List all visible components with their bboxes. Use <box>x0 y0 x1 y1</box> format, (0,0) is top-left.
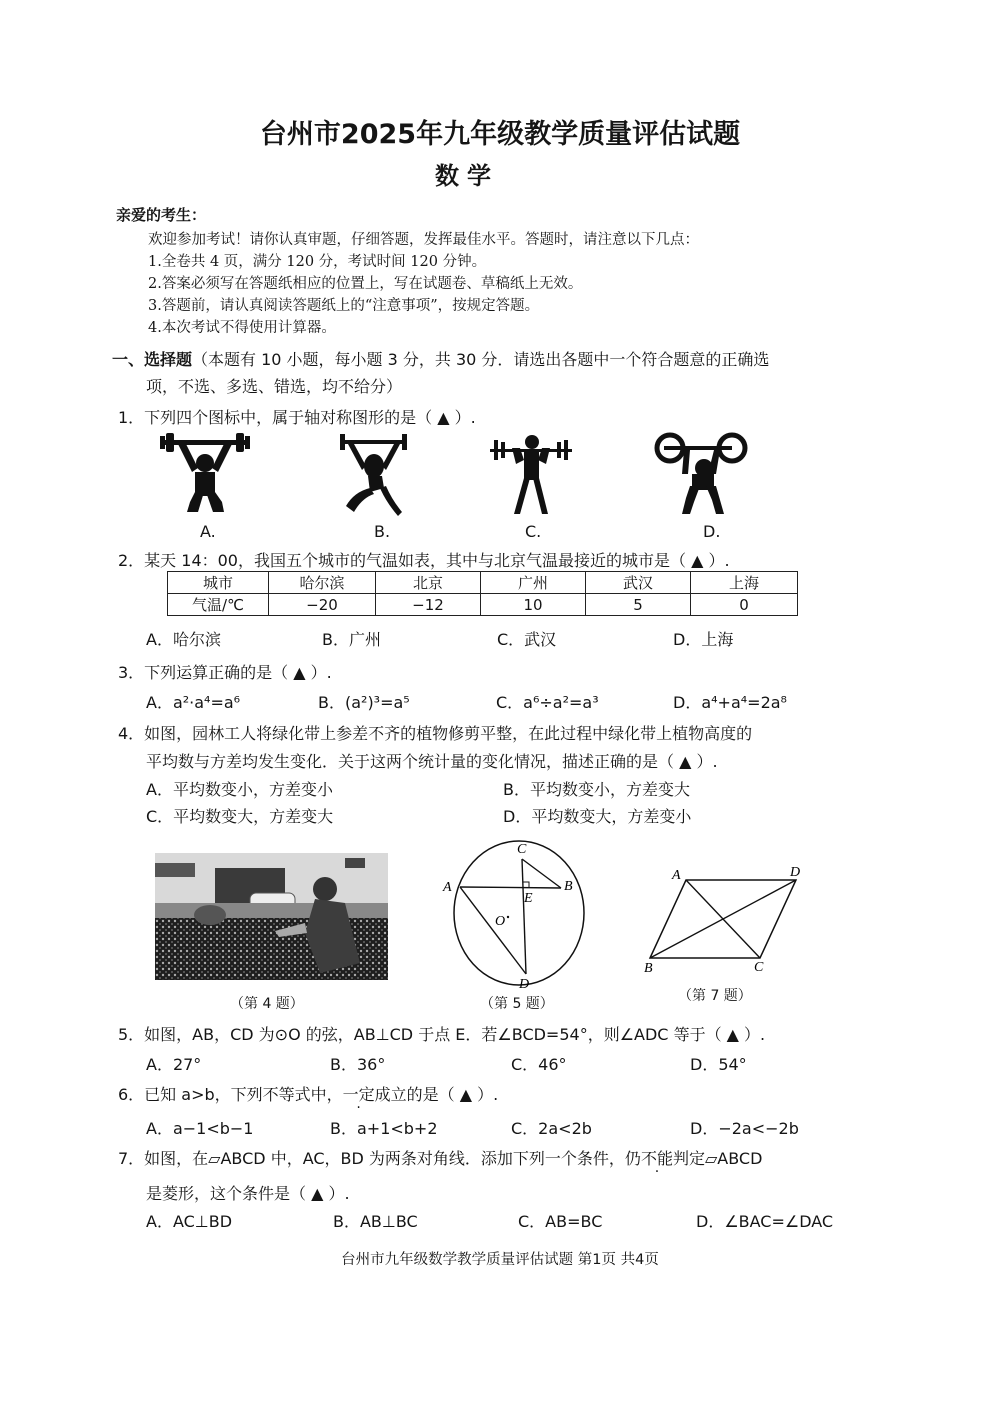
q1-icons <box>150 430 770 520</box>
fig4-caption: （第 4 题） <box>230 996 304 1012</box>
q3-stem: 3．下列运算正确的是（ ▲ ）. <box>118 663 332 682</box>
circle-o <box>454 841 584 985</box>
weightlifter-squat-icon <box>160 433 250 512</box>
q4-stem-2: 平均数与方差均发生变化．关于这两个统计量的变化情况，描述正确的是（ ▲ ）. <box>146 752 718 771</box>
weightlifter-snatch-icon <box>657 435 745 514</box>
q7-stem-2: 是菱形，这个条件是（ ▲ ）. <box>146 1184 350 1203</box>
q6-emphasis: 一定 <box>342 1085 375 1104</box>
table-row <box>168 594 798 616</box>
q2-option-b: B．广州 <box>322 630 381 649</box>
q7-emphasis: 不能 <box>640 1149 673 1168</box>
table-cell: 哈尔滨 <box>269 572 376 594</box>
q3-option-b: B．(a²)³=a⁵ <box>318 693 410 712</box>
q4-option-a: A．平均数变小，方差变小 <box>146 780 333 799</box>
table-cell: 广州 <box>481 572 586 594</box>
q4-stem-1: 4．如图，园林工人将绿化带上参差不齐的植物修剪平整，在此过程中绿化带上植物高度的 <box>118 724 753 743</box>
diagonal-bd <box>650 880 796 958</box>
q7-option-c: C．AB=BC <box>518 1212 603 1231</box>
q2-option-d: D．上海 <box>673 630 734 649</box>
weightlifter-standing-icon <box>490 435 572 514</box>
q6-option-b: B．a+1<b+2 <box>330 1119 438 1138</box>
q5-option-d: D．54° <box>690 1055 747 1074</box>
q1-option-d: D. <box>703 522 721 541</box>
notice-item-1: 1.全卷共 4 页，满分 120 分，考试时间 120 分钟。 <box>148 254 487 270</box>
q7-option-d: D．∠BAC=∠DAC <box>696 1212 834 1231</box>
fig5-caption: （第 5 题） <box>480 996 554 1012</box>
exam-title: 台州市2025年九年级教学质量评估试题 <box>259 119 741 150</box>
q5-option-a: A．27° <box>146 1055 202 1074</box>
label-b: B <box>644 961 653 975</box>
table-cell: 10 <box>481 594 586 616</box>
q2-stem: 2．某天 14：00，我国五个城市的气温如表，其中与北京气温最接近的城市是（ ▲ ）. <box>118 551 730 570</box>
q2-option-c: C．武汉 <box>497 630 557 649</box>
q6-stem <box>118 1082 498 1105</box>
photo-illustration <box>155 853 388 980</box>
notice-item-4: 4.本次考试不得使用计算器。 <box>148 320 336 336</box>
q6-stem-pre: 6．已知 a>b，下列不等式中， <box>118 1085 343 1104</box>
center-point <box>507 916 509 918</box>
table-cell: 5 <box>586 594 691 616</box>
fig7-parallelogram-diagram <box>630 855 820 975</box>
fig7-caption: （第 7 题） <box>678 988 752 1004</box>
section-title: 一、选择题 <box>112 350 193 369</box>
q6-stem-post: 成立的是（ ▲ ）. <box>374 1085 499 1104</box>
q6-option-a: A．a−1<b−1 <box>146 1119 254 1138</box>
table-row <box>168 572 798 594</box>
weightlifter-lunge-icon <box>340 434 407 516</box>
q3-option-c: C．a⁶÷a²=a³ <box>496 693 599 712</box>
q6-option-c: C．2a<2b <box>511 1119 592 1138</box>
label-b: B <box>564 879 573 894</box>
fig5-circle-diagram <box>440 838 590 998</box>
section-desc-2: 项，不选、多选、错选，均不给分） <box>146 377 403 396</box>
exam-subject: 数学 <box>435 162 499 190</box>
table-cell: 上海 <box>691 572 798 594</box>
label-d: D <box>519 977 530 992</box>
q3-option-a: A．a²·a⁴=a⁶ <box>146 693 241 712</box>
q1-stem: 1．下列四个图标中，属于轴对称图形的是（ ▲ ）. <box>118 408 476 427</box>
q1-option-a: A. <box>200 522 216 541</box>
q4-option-b: B．平均数变小，方差变大 <box>503 780 690 799</box>
label-d: D <box>790 865 801 880</box>
q5-stem: 5．如图，AB，CD 为⊙O 的弦，AB⊥CD 于点 E．若∠BCD=54°，则∠ADC 等于（ ▲ ）. <box>118 1025 766 1044</box>
label-o: O <box>495 914 506 929</box>
q4-option-d: D．平均数变大，方差变小 <box>503 807 692 826</box>
q7-stem-post: 判定▱ABCD <box>672 1149 763 1168</box>
q5-option-b: B．36° <box>330 1055 386 1074</box>
label-a: A <box>443 880 452 895</box>
label-c: C <box>754 960 764 975</box>
table-cell: 武汉 <box>586 572 691 594</box>
greeting: 亲爱的考生： <box>116 206 207 224</box>
notice-item-3: 3.答题前，请认真阅读答题纸上的“注意事项”，按规定答题。 <box>148 298 540 314</box>
q7-option-a: A．AC⊥BD <box>146 1212 233 1231</box>
chord-cd <box>522 859 526 974</box>
notice-intro: 欢迎参加考试！请你认真审题，仔细答题，发挥最佳水平。答题时，请注意以下几点： <box>148 232 699 248</box>
q6-option-d: D．−2a<−2b <box>690 1119 799 1138</box>
table-cell: −12 <box>376 594 481 616</box>
temperature-table <box>167 571 798 616</box>
page-footer: 台州市九年级数学教学质量评估试题 第1页 共4页 <box>341 1252 659 1268</box>
q1-option-c: C. <box>525 522 542 541</box>
gardener-trimming-photo <box>155 853 388 980</box>
q3-option-d: D．a⁴+a⁴=2a⁸ <box>673 693 787 712</box>
table-cell: 北京 <box>376 572 481 594</box>
q4-option-c: C．平均数变大，方差变大 <box>146 807 334 826</box>
label-a: A <box>672 868 681 883</box>
section-heading <box>112 347 769 370</box>
notice-item-2: 2.答案必须写在答题纸相应的位置上，写在试题卷、草稿纸上无效。 <box>148 276 583 292</box>
chord-ab <box>460 887 561 888</box>
q7-stem-1 <box>118 1146 762 1169</box>
label-c: C <box>517 842 527 857</box>
segment-cb <box>522 859 561 888</box>
q7-option-b: B．AB⊥BC <box>333 1212 418 1231</box>
section-desc-1: （本题有 10 小题，每小题 3 分，共 30 分．请选出各题中一个符合题意的正确选 <box>192 350 770 369</box>
table-cell: 气温/℃ <box>168 594 269 616</box>
label-e: E <box>524 891 533 906</box>
table-cell: −20 <box>269 594 376 616</box>
table-cell: 0 <box>691 594 798 616</box>
q2-option-a: A．哈尔滨 <box>146 630 221 649</box>
q5-option-c: C．46° <box>511 1055 567 1074</box>
q7-stem-pre: 7．如图，在▱ABCD 中，AC，BD 为两条对角线．添加下列一个条件，仍 <box>118 1149 641 1168</box>
q1-option-b: B. <box>374 522 391 541</box>
table-cell: 城市 <box>168 572 269 594</box>
